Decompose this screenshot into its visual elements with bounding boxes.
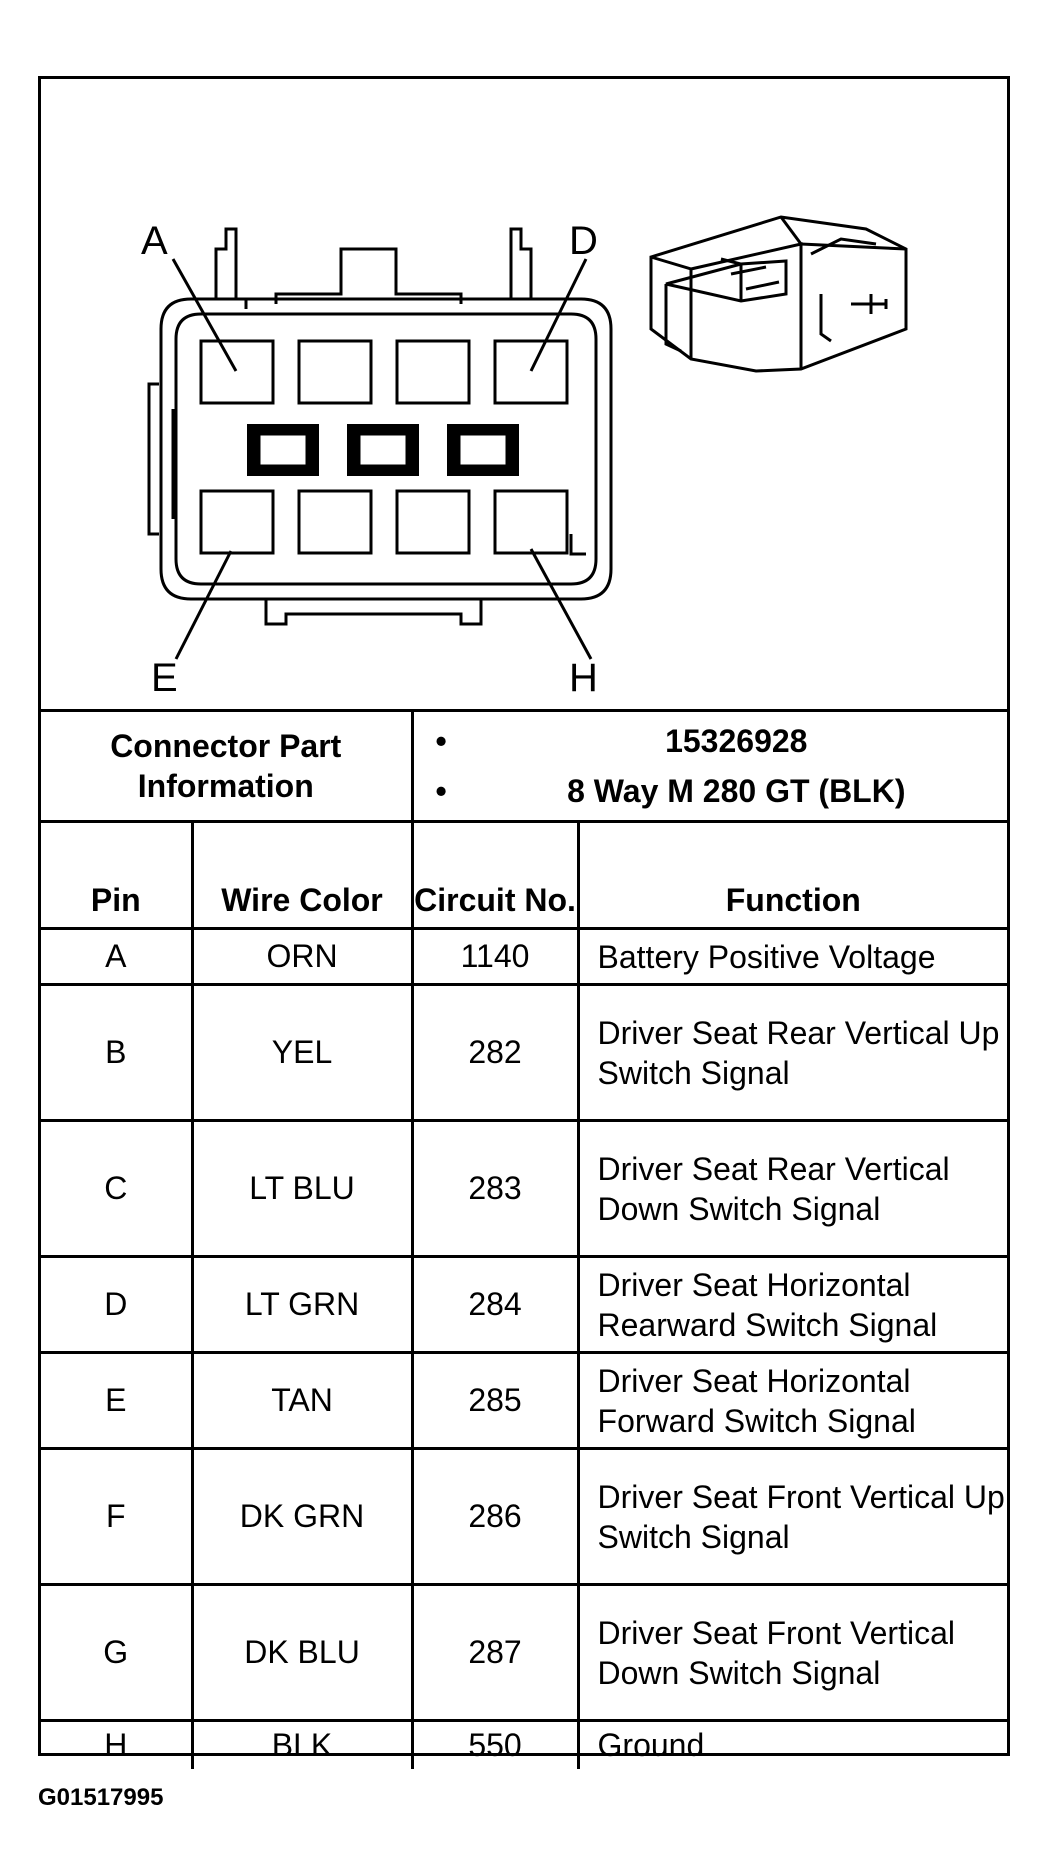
wire-color-cell: LT BLU (192, 1121, 412, 1257)
table-row (41, 1257, 1007, 1353)
circuit-no-cell: 282 (412, 985, 578, 1121)
pin-cell: E (41, 1353, 192, 1449)
table-row (41, 1121, 1007, 1257)
wire-color-cell: BLK (192, 1721, 412, 1769)
table-header-row (41, 822, 1007, 929)
pin-cell: B (41, 985, 192, 1121)
pin-label-e: E (151, 656, 178, 700)
pin-cell: C (41, 1121, 192, 1257)
function-cell: Driver Seat Front Vertical Down Switch Signal (578, 1585, 1007, 1721)
function-column-header: Function (578, 822, 1007, 929)
wire-color-cell: DK GRN (192, 1449, 412, 1585)
table-row (41, 1449, 1007, 1585)
function-cell: Driver Seat Horizontal Forward Switch Signal (578, 1353, 1007, 1449)
circuit-no-cell: 1140 (412, 929, 578, 985)
wire-color-cell: YEL (192, 985, 412, 1121)
connector-part-info-row (41, 711, 1007, 822)
connector-diagram (41, 79, 1007, 709)
pin-label-d: D (569, 219, 598, 263)
connector-table (41, 709, 1007, 1769)
function-cell: Driver Seat Front Vertical Up Switch Signal (578, 1449, 1007, 1585)
pin-cell: D (41, 1257, 192, 1353)
connector-type: • 8 Way M 280 GT (BLK) (466, 766, 1008, 816)
function-cell: Driver Seat Horizontal Rearward Switch Signal (578, 1257, 1007, 1353)
table-row (41, 1721, 1007, 1769)
circuit-no-column-header: Circuit No. (412, 822, 578, 929)
circuit-no-cell: 287 (412, 1585, 578, 1721)
circuit-no-cell: 283 (412, 1121, 578, 1257)
pin-cell: A (41, 929, 192, 985)
wire-color-cell: LT GRN (192, 1257, 412, 1353)
circuit-no-cell: 285 (412, 1353, 578, 1449)
connector-part-info-label: Connector Part Information (41, 711, 412, 822)
wire-color-cell: TAN (192, 1353, 412, 1449)
table-row (41, 1353, 1007, 1449)
pin-label-h: H (569, 656, 598, 700)
connector-part-info-list (466, 716, 1008, 816)
pin-cell: H (41, 1721, 192, 1769)
function-cell: Driver Seat Rear Vertical Up Switch Signal (578, 985, 1007, 1121)
connector-isometric-view (651, 217, 906, 371)
part-number: • 15326928 (466, 716, 1008, 766)
connector-face-drawing (41, 79, 1007, 709)
table-row (41, 1585, 1007, 1721)
circuit-no-cell: 284 (412, 1257, 578, 1353)
function-cell: Ground (578, 1721, 1007, 1769)
pin-label-a: A (141, 219, 168, 263)
circuit-no-cell: 286 (412, 1449, 578, 1585)
pin-column-header: Pin (41, 822, 192, 929)
function-cell: Battery Positive Voltage (578, 929, 1007, 985)
circuit-no-cell: 550 (412, 1721, 578, 1769)
wire-color-column-header: Wire Color (192, 822, 412, 929)
pin-cell: G (41, 1585, 192, 1721)
connector-sheet (38, 76, 1010, 1764)
figure-id: G01517995 (38, 1784, 164, 1811)
pin-cell: F (41, 1449, 192, 1585)
wire-color-cell: ORN (192, 929, 412, 985)
table-row (41, 929, 1007, 985)
function-cell: Driver Seat Rear Vertical Down Switch Signal (578, 1121, 1007, 1257)
table-row (41, 985, 1007, 1121)
wire-color-cell: DK BLU (192, 1585, 412, 1721)
